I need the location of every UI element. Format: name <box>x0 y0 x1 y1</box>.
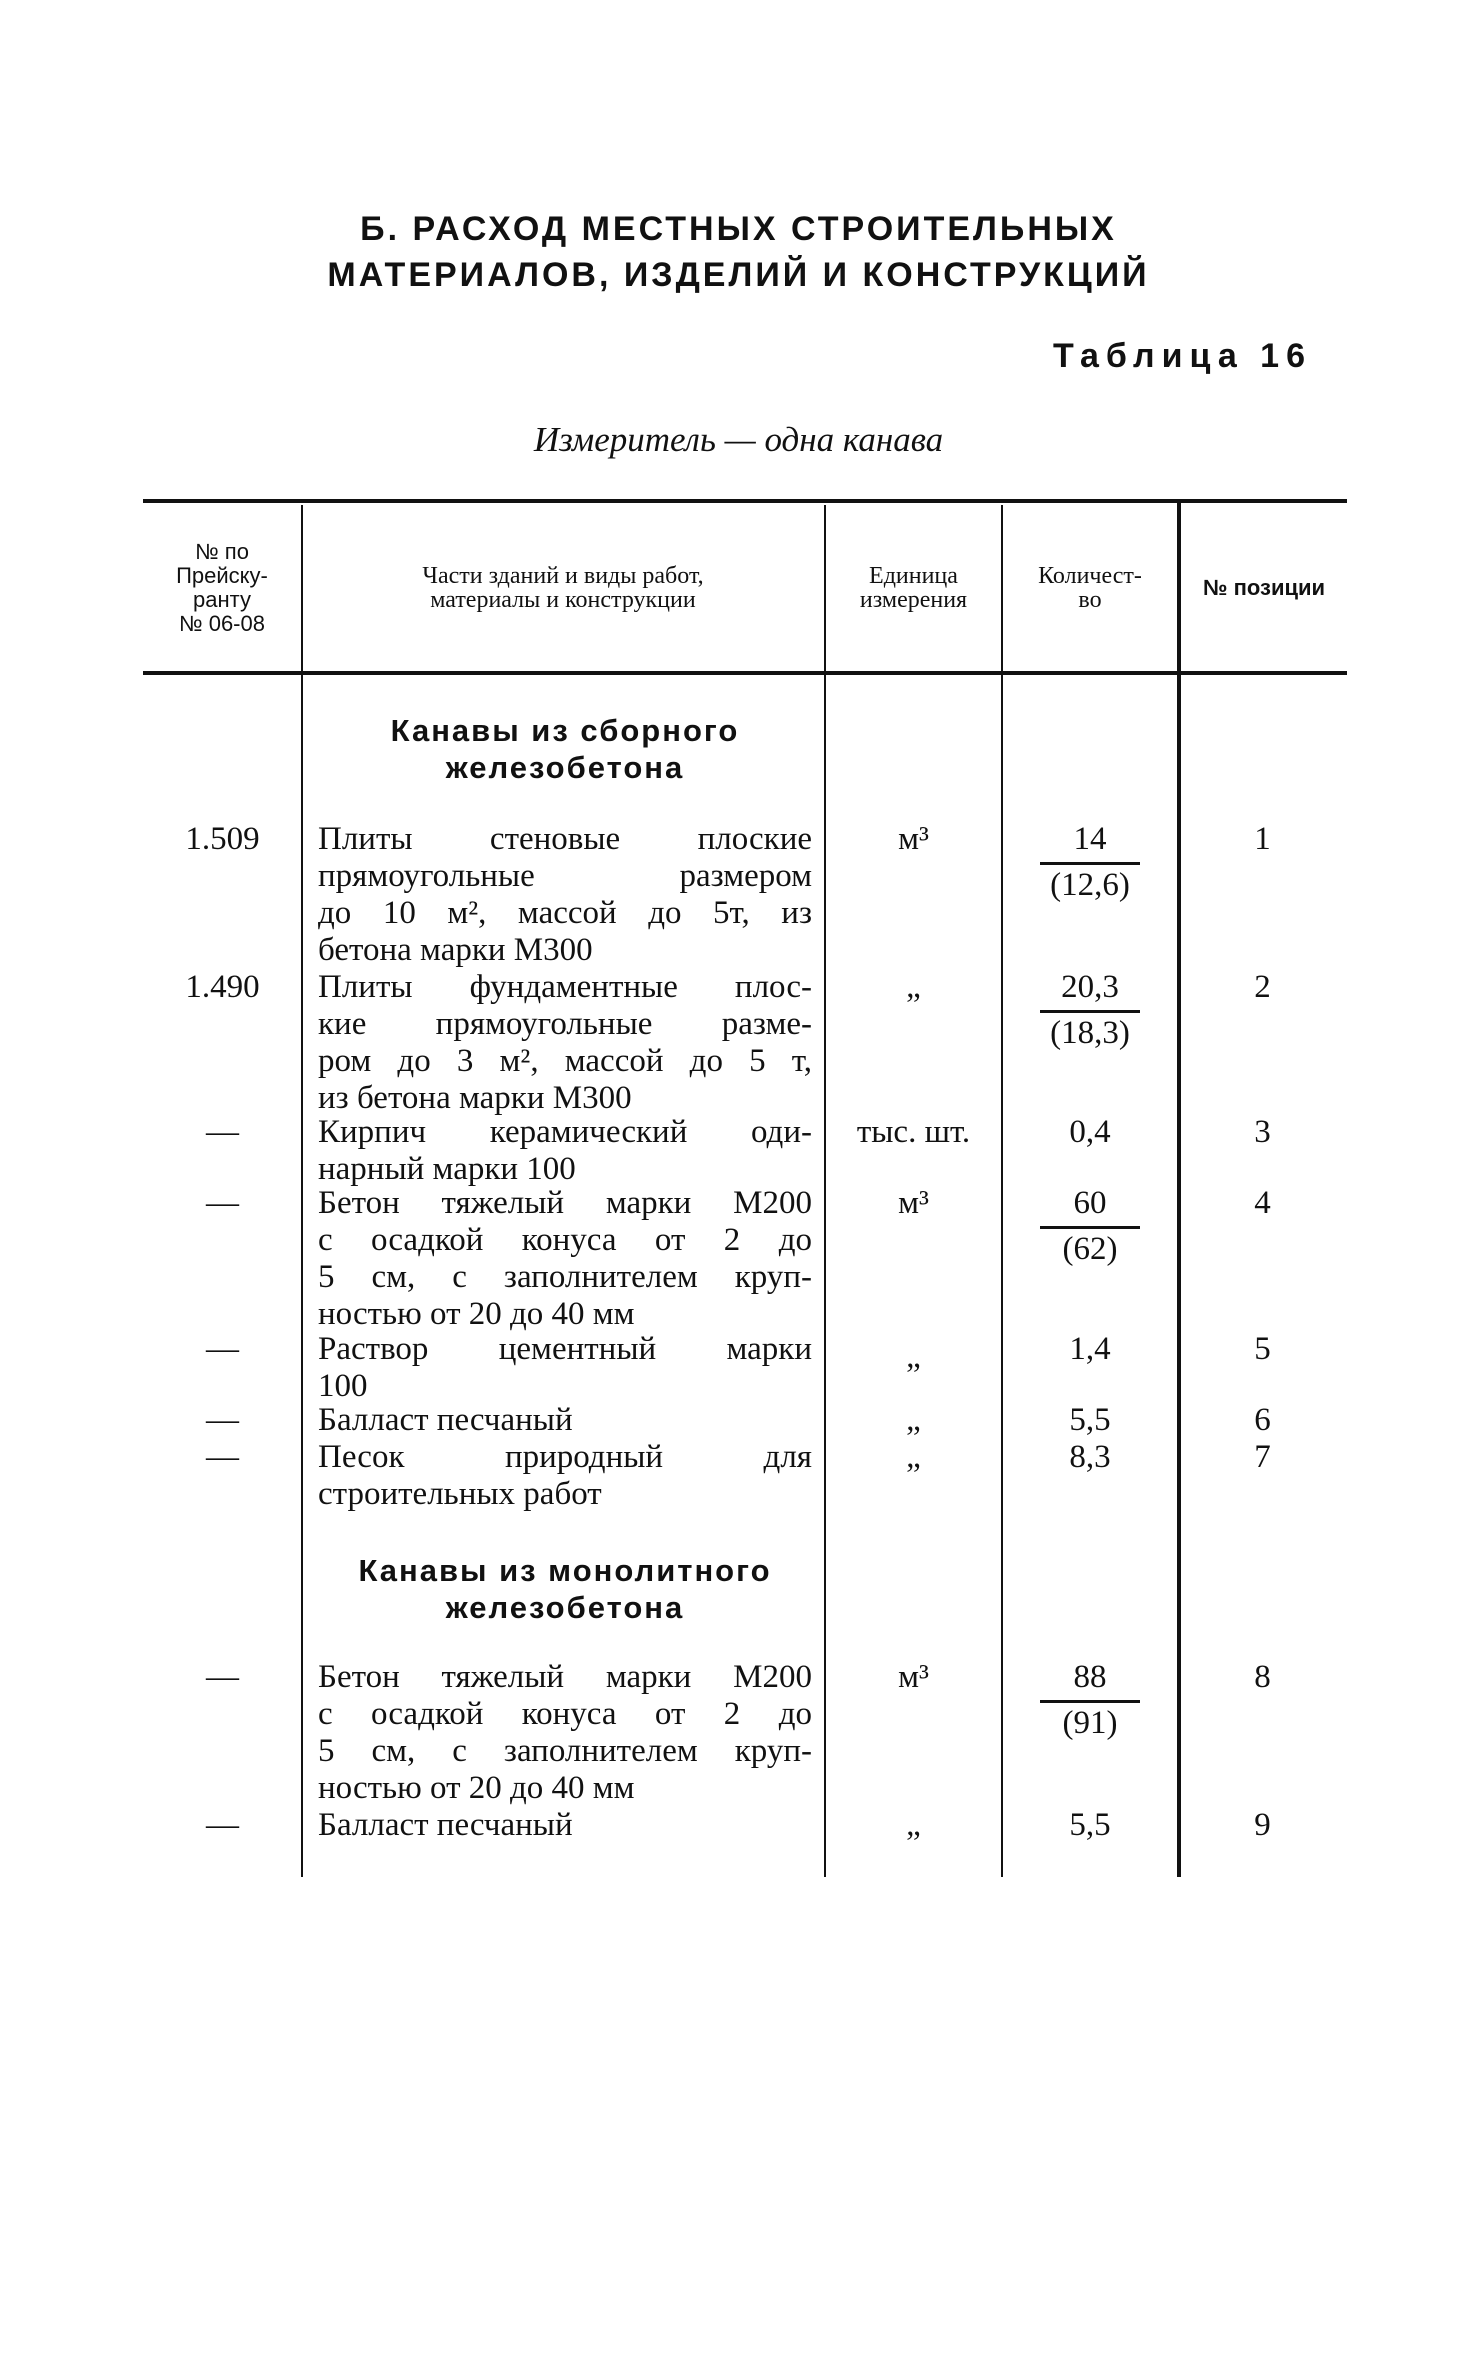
description <box>318 821 812 969</box>
unit: м³ <box>898 1185 929 1221</box>
price-ref: — <box>206 1439 239 1475</box>
description-line: ностью от 20 до 40 мм <box>318 1296 635 1332</box>
description-line: ностью от 20 до 40 мм <box>318 1770 635 1806</box>
quantity-value: 5,5 <box>1069 1807 1111 1843</box>
description-line: Балласт песчаный <box>318 1807 573 1843</box>
unit: м³ <box>898 821 929 857</box>
quantity-value: 0,4 <box>1069 1114 1111 1150</box>
quantity-value: 20,3 <box>1040 969 1140 1013</box>
quantity-alt-value: (18,3) <box>1050 1015 1130 1051</box>
description-line: бетона марки М300 <box>318 932 593 968</box>
quantity-value: 1,4 <box>1069 1331 1111 1367</box>
unit: „ <box>906 1807 921 1843</box>
subsection-title: Канавы из монолитного <box>358 1553 772 1588</box>
description-line: Плиты фундаментные плос- <box>318 969 812 1005</box>
position-number: 5 <box>1254 1331 1271 1367</box>
quantity <box>1002 1807 1178 1844</box>
price-ref: — <box>206 1185 239 1221</box>
position-number: 6 <box>1254 1402 1271 1438</box>
position-number: 9 <box>1254 1807 1271 1843</box>
header-description: Части зданий и виды работ, материалы и конструкции <box>422 562 704 613</box>
description-line: Песок природный для <box>318 1439 812 1475</box>
description-line: кие прямоугольные разме- <box>318 1006 812 1042</box>
description-line: Балласт песчаный <box>318 1402 573 1438</box>
subsection-title: железобетона <box>445 1590 685 1625</box>
measure-unit-caption: Измеритель — одна канава <box>533 420 944 459</box>
description <box>318 969 812 1117</box>
description-line: ром до 3 м², массой до 5 т, <box>318 1043 812 1079</box>
quantity-value: 14 <box>1040 821 1140 865</box>
quantity-alt-value: (91) <box>1062 1705 1118 1741</box>
quantity-value: 88 <box>1040 1659 1140 1703</box>
quantity-value: 60 <box>1040 1185 1140 1229</box>
position-number: 7 <box>1254 1439 1271 1475</box>
subsection-title: железобетона <box>445 750 685 785</box>
price-ref: 1.509 <box>185 821 260 857</box>
description-line: Раствор цементный марки <box>318 1331 812 1367</box>
quantity <box>1002 1331 1178 1368</box>
description <box>318 1185 812 1333</box>
description <box>318 1331 812 1405</box>
table-top-rule <box>143 499 1347 503</box>
position-number: 1 <box>1254 821 1271 857</box>
position-number: 3 <box>1254 1114 1271 1150</box>
quantity <box>1002 1114 1178 1151</box>
quantity <box>1002 1659 1178 1742</box>
description-line: Плиты стеновые плоские <box>318 821 812 857</box>
position-number: 4 <box>1254 1185 1271 1221</box>
header-unit: Единица измерения <box>859 562 968 613</box>
quantity-alt-value: (62) <box>1062 1231 1118 1267</box>
description-line: Кирпич керамический оди- <box>318 1114 812 1150</box>
quantity <box>1002 1185 1178 1268</box>
description-line: 5 см, с заполнителем круп- <box>318 1259 812 1295</box>
price-ref: — <box>206 1114 239 1150</box>
description-line: строительных работ <box>318 1476 602 1512</box>
unit: „ <box>906 1402 921 1438</box>
table-label: Таблица 16 <box>1053 337 1312 375</box>
description-line: прямоугольные размером <box>318 858 812 894</box>
description-line: из бетона марки М300 <box>318 1080 632 1116</box>
description-line: с осадкой конуса от 2 до <box>318 1222 812 1258</box>
quantity <box>1002 969 1178 1052</box>
price-ref: — <box>206 1807 239 1843</box>
price-ref: 1.490 <box>185 969 260 1005</box>
unit: м³ <box>898 1659 929 1695</box>
quantity <box>1002 821 1178 904</box>
description <box>318 1659 812 1807</box>
description <box>318 1114 812 1188</box>
price-ref: — <box>206 1331 239 1367</box>
quantity <box>1002 1439 1178 1476</box>
quantity-value: 8,3 <box>1069 1439 1111 1475</box>
subsection-title: Канавы из сборного <box>390 713 740 748</box>
price-ref: — <box>206 1659 239 1695</box>
unit: тыс. шт. <box>856 1114 971 1150</box>
description <box>318 1402 812 1439</box>
position-number: 8 <box>1254 1659 1271 1695</box>
description-line: нарный марки 100 <box>318 1151 576 1187</box>
description-line: 100 <box>318 1368 368 1404</box>
section-title-line-2: МАТЕРИАЛОВ, ИЗДЕЛИЙ И КОНСТРУКЦИЙ <box>327 256 1150 294</box>
header-quantity: Количест- во <box>1038 562 1142 613</box>
description <box>318 1439 812 1513</box>
description-line: Бетон тяжелый марки М200 <box>318 1659 812 1695</box>
price-ref: — <box>206 1402 239 1438</box>
description-line: до 10 м², массой до 5т, из <box>318 895 812 931</box>
description-line: Бетон тяжелый марки М200 <box>318 1185 812 1221</box>
unit: „ <box>906 1339 921 1375</box>
header-position: № позиции <box>1202 574 1326 600</box>
section-title-line-1: Б. РАСХОД МЕСТНЫХ СТРОИТЕЛЬНЫХ <box>360 210 1117 248</box>
unit: „ <box>906 1439 921 1475</box>
position-number: 2 <box>1254 969 1271 1005</box>
quantity-value: 5,5 <box>1069 1402 1111 1438</box>
description-line: 5 см, с заполнителем круп- <box>318 1733 812 1769</box>
header-bottom-rule <box>143 671 1347 675</box>
quantity-alt-value: (12,6) <box>1050 867 1130 903</box>
header-price-ref: № по Прейску- ранту № 06-08 <box>176 538 268 636</box>
description <box>318 1807 812 1844</box>
unit: „ <box>906 969 921 1005</box>
description-line: с осадкой конуса от 2 до <box>318 1696 812 1732</box>
quantity <box>1002 1402 1178 1439</box>
